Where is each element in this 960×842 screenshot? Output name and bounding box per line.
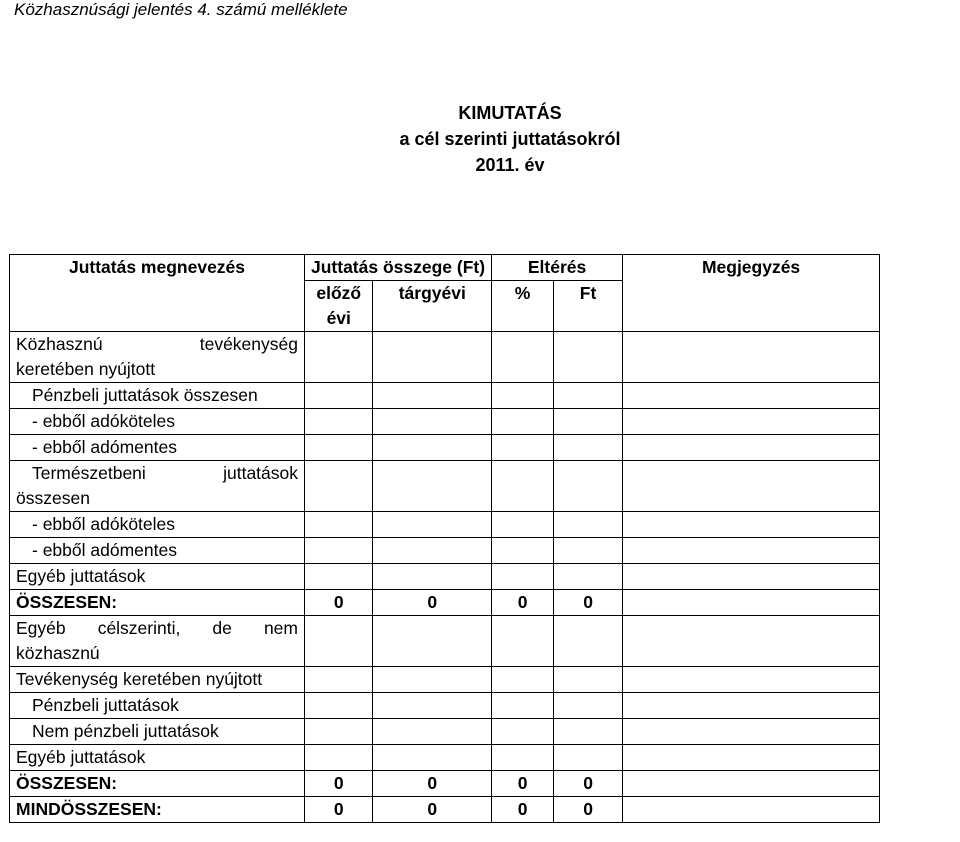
table-row <box>10 667 880 693</box>
title-line-2: a cél szerinti juttatásokról <box>399 129 621 149</box>
benefits-table <box>9 254 880 823</box>
table-row <box>10 435 880 461</box>
table-row <box>10 538 880 564</box>
total-ft: 0 <box>554 771 623 797</box>
row-label: Közhasznú tevékenység keretében nyújtott <box>10 332 305 383</box>
total-cur: 0 <box>373 771 492 797</box>
header-name: Juttatás megnevezés <box>10 255 305 332</box>
row-label: - ebből adómentes <box>10 435 305 461</box>
header-diff: Eltérés <box>492 255 623 281</box>
row-label: Pénzbeli juttatások <box>10 693 305 719</box>
row-label: Nem pénzbeli juttatások <box>10 719 305 745</box>
grand-total-row <box>10 797 880 823</box>
row-label: Egyéb juttatások <box>10 564 305 590</box>
total-pct: 0 <box>492 771 554 797</box>
row-label: - ebből adóköteles <box>10 512 305 538</box>
total-cur: 0 <box>373 590 492 616</box>
row-label: Tevékenység keretében nyújtott <box>10 667 305 693</box>
header-note: Megjegyzés <box>623 255 880 332</box>
row-label: Természetbeni juttatások összesen <box>10 461 305 512</box>
total-row <box>10 590 880 616</box>
total-ft: 0 <box>554 590 623 616</box>
total-prev: 0 <box>305 590 373 616</box>
total-label: ÖSSZESEN: <box>10 771 305 797</box>
grand-total-label: MINDÖSSZESEN: <box>10 797 305 823</box>
row-label: Pénzbeli juttatások összesen <box>10 383 305 409</box>
row-label: - ebből adóköteles <box>10 409 305 435</box>
total-pct: 0 <box>492 590 554 616</box>
table-row <box>10 745 880 771</box>
table-row <box>10 461 880 512</box>
header-prev-year: előző évi <box>305 281 373 332</box>
grand-total-ft: 0 <box>554 797 623 823</box>
table-row <box>10 512 880 538</box>
header-ft: Ft <box>554 281 623 332</box>
table-row <box>10 719 880 745</box>
grand-total-pct: 0 <box>492 797 554 823</box>
header-amount: Juttatás összege (Ft) <box>305 255 492 281</box>
table-row <box>10 564 880 590</box>
table-row <box>10 616 880 667</box>
row-label: - ebből adómentes <box>10 538 305 564</box>
title-line-3: 2011. év <box>475 155 545 175</box>
title-line-1: KIMUTATÁS <box>458 103 562 123</box>
row-label: Egyéb célszerinti, de nem közhasznú <box>10 616 305 667</box>
annex-note: Közhasznúsági jelentés 4. számú melléklete <box>14 0 348 19</box>
header-pct: % <box>492 281 554 332</box>
total-label: ÖSSZESEN: <box>10 590 305 616</box>
table-row <box>10 332 880 383</box>
grand-total-prev: 0 <box>305 797 373 823</box>
header-cur-year: tárgyévi <box>373 281 492 332</box>
document-title <box>300 100 720 178</box>
grand-total-cur: 0 <box>373 797 492 823</box>
total-row <box>10 771 880 797</box>
header-row <box>10 255 880 281</box>
total-prev: 0 <box>305 771 373 797</box>
row-label: Egyéb juttatások <box>10 745 305 771</box>
table-row <box>10 693 880 719</box>
table-row <box>10 383 880 409</box>
table-row <box>10 409 880 435</box>
